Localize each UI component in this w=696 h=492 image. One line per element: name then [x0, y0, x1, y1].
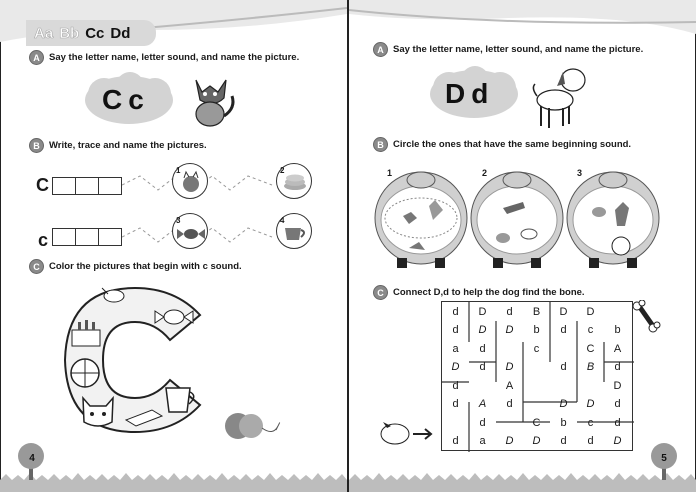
section-a-text: Say the letter name, letter sound, and name the picture.: [49, 52, 300, 63]
maze-cell: D: [505, 361, 514, 373]
maze-cell: d: [560, 324, 567, 336]
maze-cell: d: [452, 305, 459, 318]
maze-cell: D: [559, 305, 568, 318]
maze-cell: D: [478, 324, 487, 336]
trace-box-lower[interactable]: [52, 228, 122, 246]
cat-face-icon: [78, 390, 118, 430]
tab-cc: Cc: [85, 24, 105, 42]
maze-cell: c: [533, 342, 540, 355]
maze-cell: a: [479, 435, 486, 447]
maze-cell: D: [505, 324, 514, 336]
cloud-letters: Cc: [102, 84, 150, 115]
maze-cell: D: [559, 398, 568, 410]
section-a-heading: [29, 50, 299, 65]
maze-cell: d: [587, 435, 594, 447]
maze-cell: d: [452, 435, 459, 447]
section-c-text: Color the pictures that begin with c sound.: [49, 261, 242, 272]
pig-number-1: 1: [387, 168, 393, 178]
maze-cell: b: [560, 416, 567, 429]
tab-bb: Bb: [59, 24, 80, 42]
maze-cell: D: [586, 305, 595, 318]
section-b-heading: [373, 137, 631, 152]
maze-cell: d: [452, 398, 459, 410]
bird-icon: [100, 284, 128, 304]
section-c-badge: C: [373, 285, 388, 300]
yarn-ball-icon: [218, 408, 288, 442]
maze-cell: C: [586, 342, 595, 355]
picture-circle-2: [276, 163, 312, 199]
maze-cell: D: [451, 361, 460, 373]
maze-cell: A: [505, 379, 514, 392]
trace-letter-upper: C: [36, 175, 49, 195]
picture-number-4: 4: [280, 216, 285, 225]
section-a-heading: [373, 42, 643, 57]
page-number-right: 5: [661, 452, 667, 464]
maze-cell: d: [614, 361, 621, 373]
section-b-badge: B: [373, 137, 388, 152]
maze-cell: b: [533, 324, 540, 336]
picture-circle-3: [172, 213, 208, 249]
maze-cell: B: [586, 361, 595, 373]
maze-cell: d: [452, 324, 459, 336]
maze-cell: D: [532, 435, 541, 447]
picture-number-2: 2: [280, 166, 285, 175]
maze-cell: d: [479, 342, 486, 355]
section-a-text: Say the letter name, letter sound, and name the picture.: [393, 44, 644, 55]
picture-number-1: 1: [176, 166, 181, 175]
cat-icon: [188, 72, 240, 130]
section-b-text: Circle the ones that have the same beginning sound.: [393, 139, 632, 150]
cup-icon: [162, 382, 200, 416]
dog-start-icon: [377, 418, 439, 448]
section-c-badge: C: [29, 259, 44, 274]
maze-cell: D: [586, 398, 595, 410]
section-b-text: Write, trace and name the pictures.: [49, 140, 207, 151]
maze-cell: d: [614, 398, 621, 410]
pig-number-3: 3: [577, 168, 583, 178]
letter-tabs: [26, 20, 156, 46]
maze-cell: A: [478, 398, 487, 410]
maze-cell: A: [613, 342, 622, 355]
section-a-badge: A: [373, 42, 388, 57]
section-c-heading: [29, 259, 242, 274]
pig-number-2: 2: [482, 168, 488, 178]
picture-number-3: 3: [176, 216, 181, 225]
dog-icon: [529, 64, 591, 130]
maze-cell: D: [478, 305, 487, 318]
maze-cell: D: [613, 435, 622, 447]
section-a-badge: A: [29, 50, 44, 65]
maze-cell: d: [506, 305, 513, 318]
basketball-icon: [68, 356, 102, 390]
pig-3: [567, 172, 659, 268]
maze-cell: d: [614, 416, 621, 429]
cloud-letters: Dd: [445, 78, 495, 109]
pig-1: [375, 172, 467, 268]
section-b-heading: [29, 138, 207, 153]
maze-cell: d: [506, 398, 513, 410]
pig-group: [373, 160, 673, 272]
bone-icon: [631, 300, 661, 334]
maze-cell: B: [532, 305, 541, 318]
section-c-heading: [373, 285, 585, 300]
maze-cell: d: [560, 435, 567, 447]
maze-cell: D: [613, 379, 622, 392]
grass-border: [349, 470, 696, 492]
section-c-text: Connect D,d to help the dog find the bone.: [393, 287, 585, 298]
trace-letter-lower: c: [38, 230, 49, 250]
maze-cell: d: [560, 361, 567, 373]
candy-icon: [152, 306, 196, 328]
section-b-badge: B: [29, 138, 44, 153]
page-number-left: 4: [29, 452, 35, 464]
trace-box-upper[interactable]: [52, 177, 122, 195]
cake-icon: [68, 316, 104, 350]
left-page: [0, 0, 347, 492]
picture-circle-1: [172, 163, 208, 199]
picture-circle-4: [276, 213, 312, 249]
maze-cell: d: [452, 379, 459, 392]
maze-cell: a: [452, 342, 459, 355]
grass-border: [0, 470, 347, 492]
maze-cell: c: [587, 416, 594, 429]
tab-dd: Dd: [110, 24, 131, 42]
maze-cell: b: [614, 324, 621, 336]
maze-cell: d: [479, 361, 486, 373]
chocolate-icon: [122, 406, 166, 430]
maze-cell: c: [587, 324, 594, 336]
letter-maze: [441, 301, 633, 451]
tab-aa: Aa: [34, 24, 54, 42]
maze-cell: d: [479, 416, 486, 429]
maze-cell: D: [505, 435, 514, 447]
pig-2: [471, 172, 563, 268]
maze-cell: C: [532, 416, 541, 429]
